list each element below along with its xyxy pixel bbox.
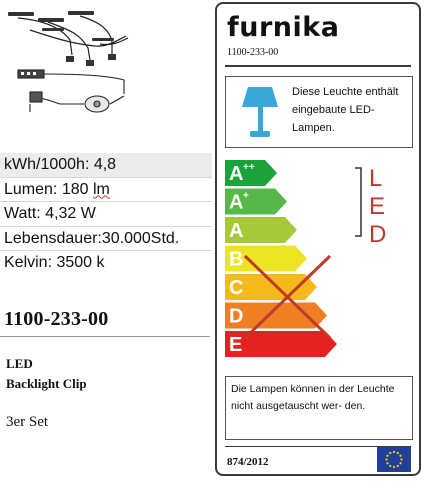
description-line-1: LED [6, 356, 33, 371]
eu-star [393, 466, 395, 468]
energy-class-1 [225, 160, 277, 186]
brand-logo: furnika [227, 12, 340, 43]
energy-class-letter: E [229, 334, 243, 356]
energy-class-suffix: + [243, 190, 249, 202]
eu-star [397, 465, 399, 467]
eu-star [389, 452, 391, 454]
energy-class-letter: A [229, 220, 244, 242]
lamp-notice-text: Diese Leuchte enthält eingebaute LED-Lampen. [292, 86, 399, 134]
led-range-bracket [355, 168, 361, 236]
eu-star [399, 455, 401, 457]
article-number: 1100-233-00 [4, 308, 109, 330]
eu-star [386, 455, 388, 457]
eu-star [393, 451, 395, 453]
energy-class-suffix: ++ [243, 162, 255, 173]
replaceability-notice-text: Die Lampen können in der Leuchte nicht ausgetauscht wer- den. [231, 383, 395, 412]
energy-class-4 [225, 246, 307, 272]
eu-star [400, 458, 402, 460]
regulation-number: 874/2012 [227, 456, 269, 468]
energy-class-letter: A [229, 191, 244, 214]
label-divider [225, 65, 411, 67]
energy-label [215, 2, 421, 476]
eu-star [385, 458, 387, 460]
energy-class-2 [225, 189, 287, 215]
spec-watt: Watt: 4,32 W [0, 201, 212, 226]
spec-lifetime: Lebensdauer:30.000Std. [0, 226, 212, 251]
eu-star [389, 465, 391, 467]
table-lamp-icon [234, 83, 286, 141]
energy-class-scale [225, 158, 411, 358]
energy-class-letter: B [229, 248, 244, 271]
description-line-3: 3er Set [6, 414, 49, 430]
spec-list [0, 153, 212, 275]
lamp-notice-box [225, 76, 413, 148]
spec-energy-consumption: kWh/1000h: 4,8 [0, 153, 212, 177]
spec-kelvin: Kelvin: 3500 k [0, 250, 212, 275]
spec-lumen [0, 177, 212, 202]
eu-star [397, 452, 399, 454]
led-letter: D [369, 221, 387, 248]
spec-lumen-value: Lumen: 180 [4, 180, 93, 198]
led-letter: E [369, 193, 386, 220]
replaceability-notice-box [225, 376, 413, 440]
product-illustration [0, 0, 212, 150]
energy-class-letter: D [229, 305, 244, 328]
eu-flag-icon [377, 447, 411, 472]
eu-star [386, 462, 388, 464]
divider [0, 336, 210, 337]
eu-star [399, 462, 401, 464]
energy-class-7 [225, 331, 337, 357]
energy-class-letter: A [229, 163, 244, 185]
label-model-number: 1100-233-00 [227, 47, 279, 58]
led-letter: L [369, 165, 383, 192]
description-line-2: Backlight Clip [6, 376, 87, 391]
spec-lumen-unit: lm [92, 180, 110, 198]
energy-class-3 [225, 217, 297, 243]
energy-class-5 [225, 274, 317, 300]
energy-class-letter: C [229, 277, 244, 299]
